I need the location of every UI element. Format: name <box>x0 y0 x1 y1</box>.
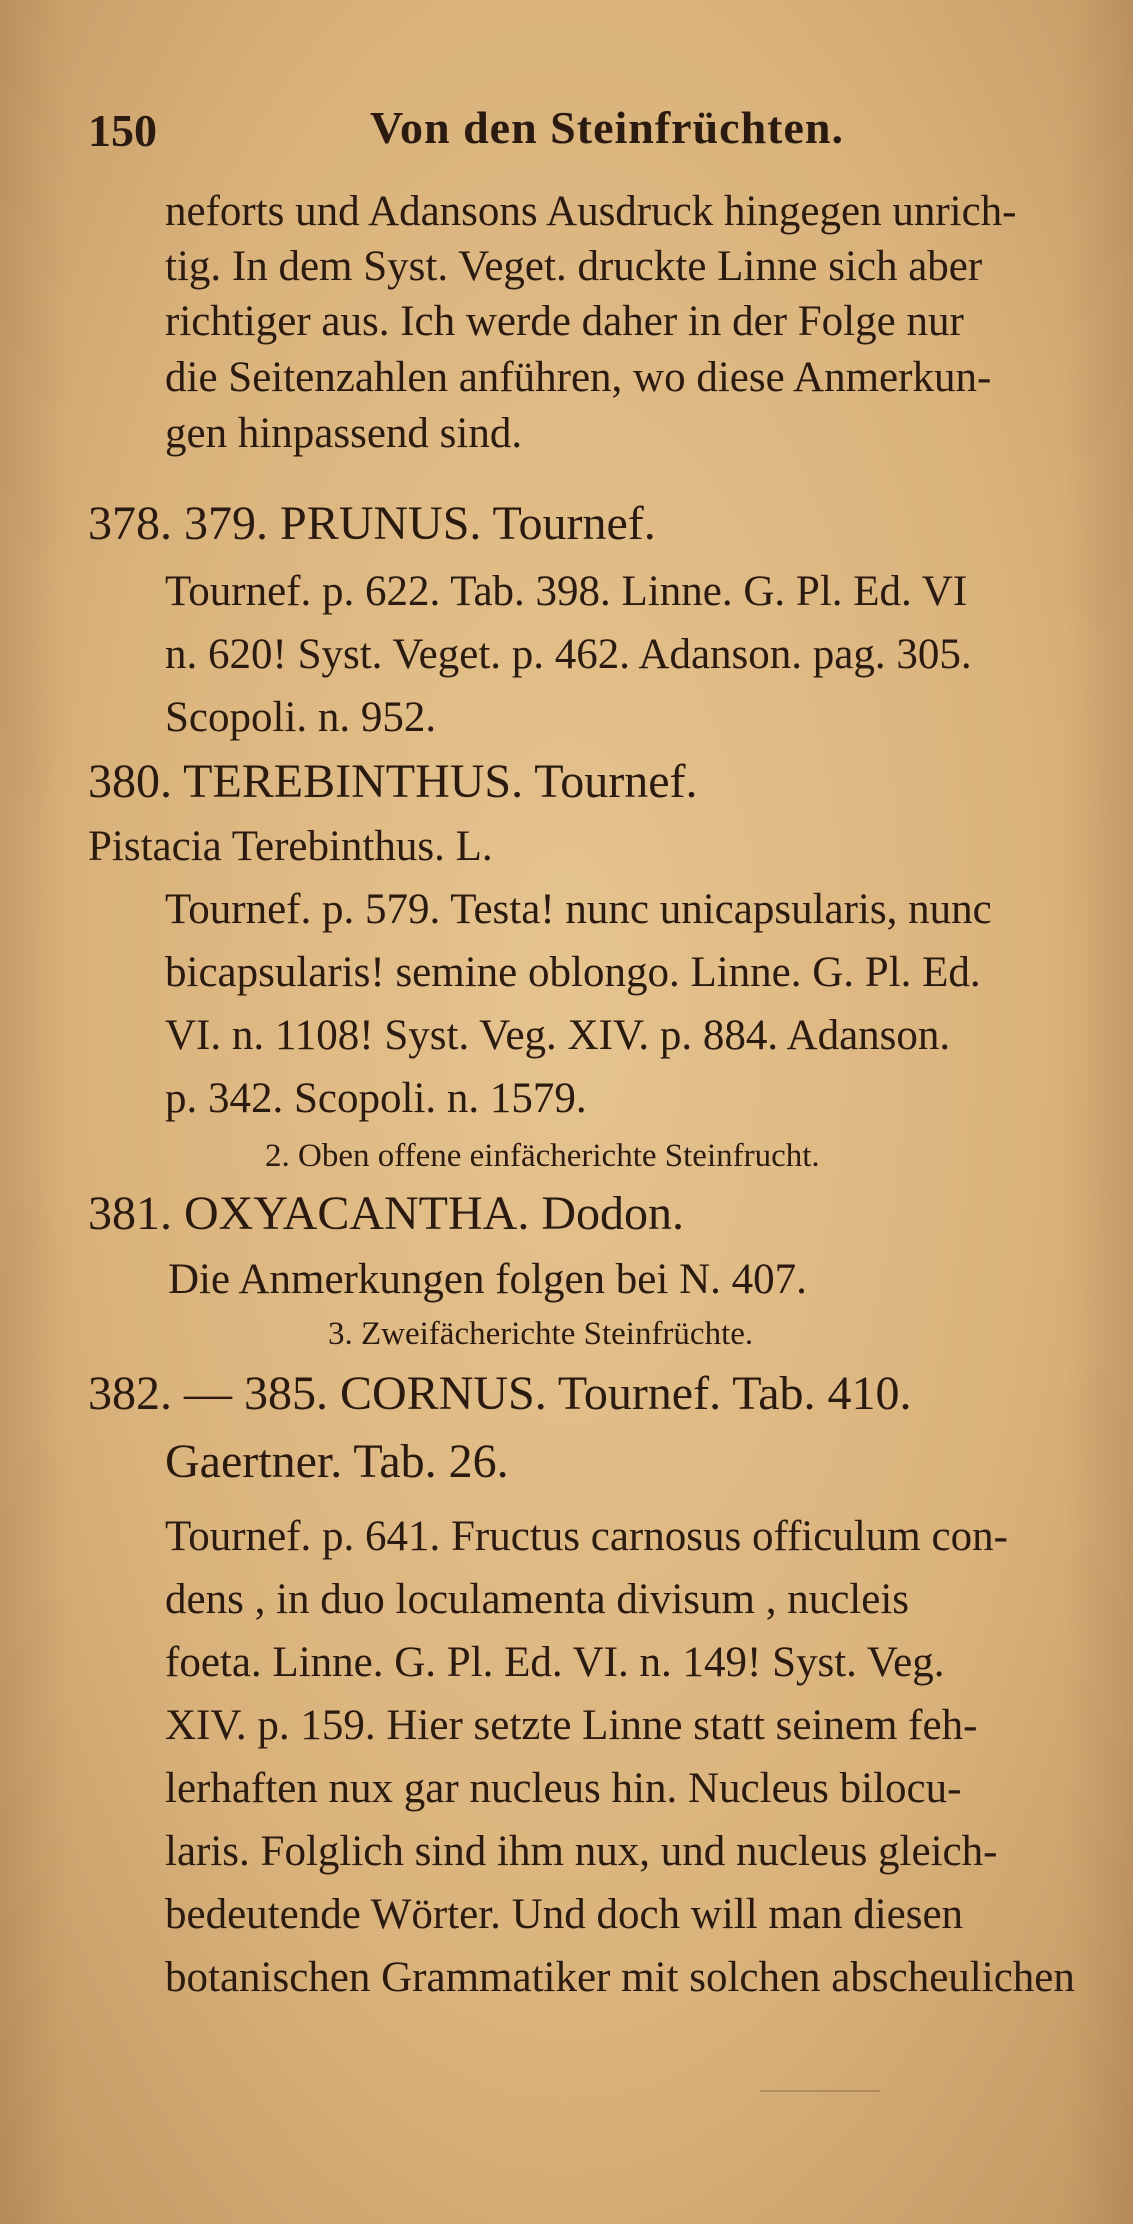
text-line: bedeutende Wörter. Und doch will man diesen <box>165 1891 964 1938</box>
text-line: XIV. p. 159. Hier setzte Linne statt seinem feh- <box>165 1702 978 1749</box>
text-line: botanischen Grammatiker mit solchen abscheulichen <box>165 1954 1075 2001</box>
text-line: dens , in duo loculamenta divisum , nucleis <box>165 1576 910 1623</box>
entry-heading-cont: Gaertner. Tab. 26. <box>165 1435 509 1488</box>
paper-mark <box>760 2090 880 2092</box>
text-line: p. 342. Scopoli. n. 1579. <box>165 1075 587 1122</box>
section-heading: 2. Oben offene einfächerichte Steinfrucht. <box>265 1138 820 1174</box>
section-heading: 3. Zweifächerichte Steinfrüchte. <box>328 1316 754 1352</box>
text-line: n. 620! Syst. Veget. p. 462. Adanson. pag. 305. <box>165 631 972 678</box>
entry-heading: 380. TEREBINTHUS. Tournef. <box>88 755 698 808</box>
page-number: 150 <box>88 105 157 156</box>
entry-heading: 381. OXYACANTHA. Dodon. <box>88 1187 684 1240</box>
text-line: Die Anmerkungen folgen bei N. 407. <box>168 1256 807 1303</box>
text-line: bicapsularis! semine oblongo. Linne. G. Pl. Ed. <box>165 949 981 996</box>
text-line: die Seitenzahlen anführen, wo diese Anmerkun- <box>165 354 992 401</box>
text-line: richtiger aus. Ich werde daher in der Folge nur <box>165 298 964 345</box>
entry-heading: 382. — 385. CORNUS. Tournef. Tab. 410. <box>88 1367 912 1420</box>
text-line: Tournef. p. 579. Testa! nunc unicapsularis, nunc <box>165 886 992 933</box>
text-line: Tournef. p. 641. Fructus carnosus officulum con- <box>165 1513 1008 1560</box>
text-line: Pistacia Terebinthus. L. <box>88 823 493 870</box>
entry-heading: 378. 379. PRUNUS. Tournef. <box>88 497 656 550</box>
text-line: Tournef. p. 622. Tab. 398. Linne. G. Pl. Ed. VI <box>165 568 968 615</box>
text-line: VI. n. 1108! Syst. Veg. XIV. p. 884. Adanson. <box>165 1012 951 1059</box>
text-line: foeta. Linne. G. Pl. Ed. VI. n. 149! Syst. Veg. <box>165 1639 945 1686</box>
text-line: gen hinpassend sind. <box>165 410 523 457</box>
running-title: Von den Steinfrüchten. <box>370 102 844 153</box>
text-line: neforts und Adansons Ausdruck hingegen unrich- <box>165 188 1017 235</box>
text-line: lerhaften nux gar nucleus hin. Nucleus bilocu- <box>165 1765 962 1812</box>
text-line: tig. In dem Syst. Veget. druckte Linne sich aber <box>165 243 983 290</box>
text-line: Scopoli. n. 952. <box>165 694 437 741</box>
text-line: laris. Folglich sind ihm nux, und nucleus gleich- <box>165 1828 998 1875</box>
